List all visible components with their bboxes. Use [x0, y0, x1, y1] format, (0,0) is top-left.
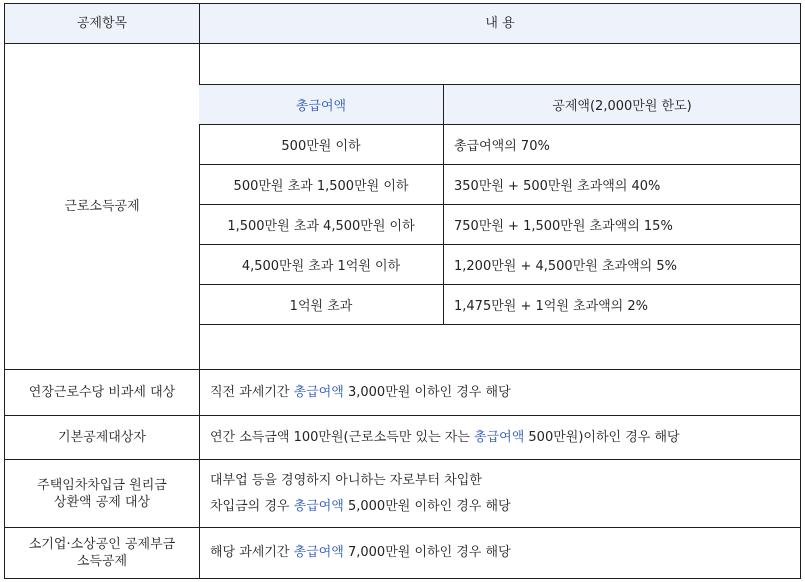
subtable-header-salary: 총급여액: [199, 85, 444, 124]
salary-range: 1억원 초과: [199, 285, 444, 324]
housing-loan-content: [200, 460, 800, 527]
deduction-amount: 1,200만원 + 4,500만원 초과액의 5%: [454, 259, 677, 274]
text-prefix: 해당 과세기간: [210, 545, 294, 560]
deduction-amount: 총급여액의 70%: [454, 139, 550, 154]
label-line-2: 상환액 공제 대상: [53, 494, 151, 510]
highlight-total-salary: 총급여액: [293, 384, 344, 400]
text-suffix: 500만원)이하인 경우 해당: [524, 429, 680, 445]
subtable-row: [199, 165, 800, 205]
highlight-total-salary: 총급여액: [293, 498, 344, 514]
small-business-label: [5, 528, 200, 578]
salary-range: 500만원 이하: [199, 125, 444, 164]
subtable-header-deduction: 공제액(2,000만원 한도): [444, 85, 800, 124]
text-suffix: 5,000만원 이하인 경우 해당: [343, 498, 511, 514]
content-line-1: 대부업 등을 경영하지 아니하는 자로부터 차입한: [210, 472, 482, 488]
deduction-amount: 750만원 + 1,500만원 초과액의 15%: [454, 219, 673, 234]
small-business-content: [200, 528, 800, 578]
basic-deduction-content: [200, 416, 800, 459]
earned-income-label: 근로소득공제: [5, 44, 200, 369]
basic-deduction-row: [5, 416, 800, 460]
salary-range: 500만원 초과 1,500만원 이하: [199, 165, 444, 204]
overtime-row: [5, 370, 800, 416]
header-content: 내 용: [200, 4, 800, 43]
subtable-header-row: [199, 85, 800, 125]
highlight-total-salary: 총급여액: [293, 545, 344, 560]
salary-range: 1,500만원 초과 4,500만원 이하: [199, 205, 444, 244]
label-line-2: 소득공제: [76, 554, 128, 569]
basic-deduction-label: 기본공제대상자: [5, 416, 200, 459]
header-item: 공제항목: [5, 4, 200, 43]
deduction-amount: 1,475만원 + 1억원 초과액의 2%: [454, 299, 648, 314]
overtime-content: [200, 370, 800, 415]
housing-loan-row: [5, 460, 800, 528]
table-header-row: [5, 4, 800, 44]
label-line-1: 소기업·소상공인 공제부금: [28, 537, 176, 552]
highlight-total-salary: 총급여액: [474, 429, 525, 445]
small-business-row: [5, 528, 800, 578]
text-suffix: 7,000만원 이하인 경우 해당: [343, 545, 511, 560]
deduction-table: [4, 3, 801, 579]
overtime-label: 연장근로수당 비과세 대상: [5, 370, 200, 415]
label-line-1: 주택임차차입금 원리금: [37, 477, 167, 493]
text-prefix: 연간 소득금액 100만원(근로소득만 있는 자는: [210, 429, 475, 445]
subtable-row: [199, 285, 800, 325]
housing-loan-label: [5, 460, 200, 527]
deduction-amount: 350만원 + 500만원 초과액의 40%: [454, 179, 661, 194]
text-suffix: 3,000만원 이하인 경우 해당: [343, 384, 511, 400]
subtable-row: [199, 245, 800, 285]
subtable-row: [199, 125, 800, 165]
text-prefix: 차입금의 경우: [210, 498, 294, 514]
earned-income-row: [5, 44, 800, 370]
earned-income-subtable: [199, 84, 800, 314]
salary-range: 4,500만원 초과 1억원 이하: [199, 245, 444, 284]
text-prefix: 직전 과세기간: [210, 384, 294, 400]
subtable-row: [199, 205, 800, 245]
